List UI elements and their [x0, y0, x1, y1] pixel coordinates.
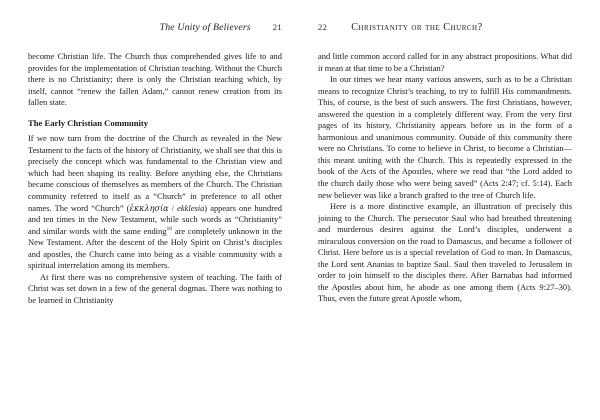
running-head-left: [28, 22, 282, 42]
page-number-left: 21: [272, 22, 282, 32]
paragraph-text-part: are completely unknown in the New Testament. After the descent of the Holy Spirit on Christ’s disciples and apostles, the Church came into being as a visible community with a spiritual interrelation among its members.: [28, 225, 282, 271]
body-text-left: [28, 51, 282, 306]
page-right: [300, 0, 600, 420]
paragraph: In our times we hear many various answers, such as to be a Christian means to recognize Christ’s teaching, to try to fulfill His commandments. This, of course, is the best of such answers. The first Christians, however, answered the question in a completely different way. From the very first pages of its history, Christianity appears before us in the form of a harmonious and unanimous community. Outside of this community there were no Christians. To come to believe in Christ, to become a Christian—this meant uniting with the Church. This is repeatedly expressed in the book of the Acts of the Apostles, where we read that “the Lord added to the church daily those who were being saved” (Acts 2:47; cf. 5:14). Each new believer was like a branch grafted to the tree of Church life.: [318, 74, 572, 200]
greek-word: ἐκκλησία: [129, 202, 169, 213]
running-head-title-left: The Unity of Believers: [159, 22, 251, 33]
running-head-title-right: Christianity or the Church?: [351, 22, 483, 33]
running-head-right: [318, 22, 572, 42]
transliteration: ekklesia: [177, 202, 205, 213]
paragraph: become Christian life. The Church thus comprehended gives life to and provides for the implementation of Christian teaching. Without the Church there is no Christianity; there is only the Christian teaching which, by itself, cannot “renew the fallen Adam,” cannot renew creation from its fallen state.: [28, 51, 282, 108]
greek-separator: /: [168, 202, 178, 213]
paragraph: and little common accord called for in any abstract propositions. What did it mean at that time to be a Christian?: [318, 51, 572, 73]
paragraph-text-part: ) appears one hundred and ten times in the New Testament, while such words as “Christianity” and similar words with the same ending: [28, 202, 282, 236]
body-text-right: [318, 51, 572, 305]
section-heading: The Early Christian Community: [28, 117, 149, 128]
paragraph-text-part: If we now turn from the doctrine of the Church as revealed in the New Testament to the facts of the history of Christianity, we shall see that this is precisely the concept which was fundamental to the Christian view and which had been shaping its reality. Before anything else, the Christians became conscious of themselves as members of the Church. The Christian community referred to itself as a “Church” in preference to all other names. The word “Church” (: [28, 133, 282, 213]
page-number-right: 22: [318, 22, 328, 32]
paragraph: Here is a more distinctive example, an illustration of precisely this joining to the Church. The persecutor Saul who had breathed threatening and murderous desires against the Lord’s disciples, underwent a miraculous conversion on the road to Damascus, and became a follower of Christ. Here before us is a special revelation of God to man. In Damascus, the Lord sent Ananias to baptize Saul. Saul then traveled to Jerusalem in order to join himself to the disciples there. After Barnabas had informed the Apostles about him, he abode as one among them (Acts 9:27–30). Thus, even the future great Apostle whom,: [318, 201, 572, 304]
paragraph: [28, 133, 282, 272]
footnote-marker: 16: [166, 225, 173, 232]
paragraph: At first there was no comprehensive system of teaching. The faith of Christ was set down in a few of the general dogmas. There was nothing to be learned in Christianity: [28, 271, 282, 305]
